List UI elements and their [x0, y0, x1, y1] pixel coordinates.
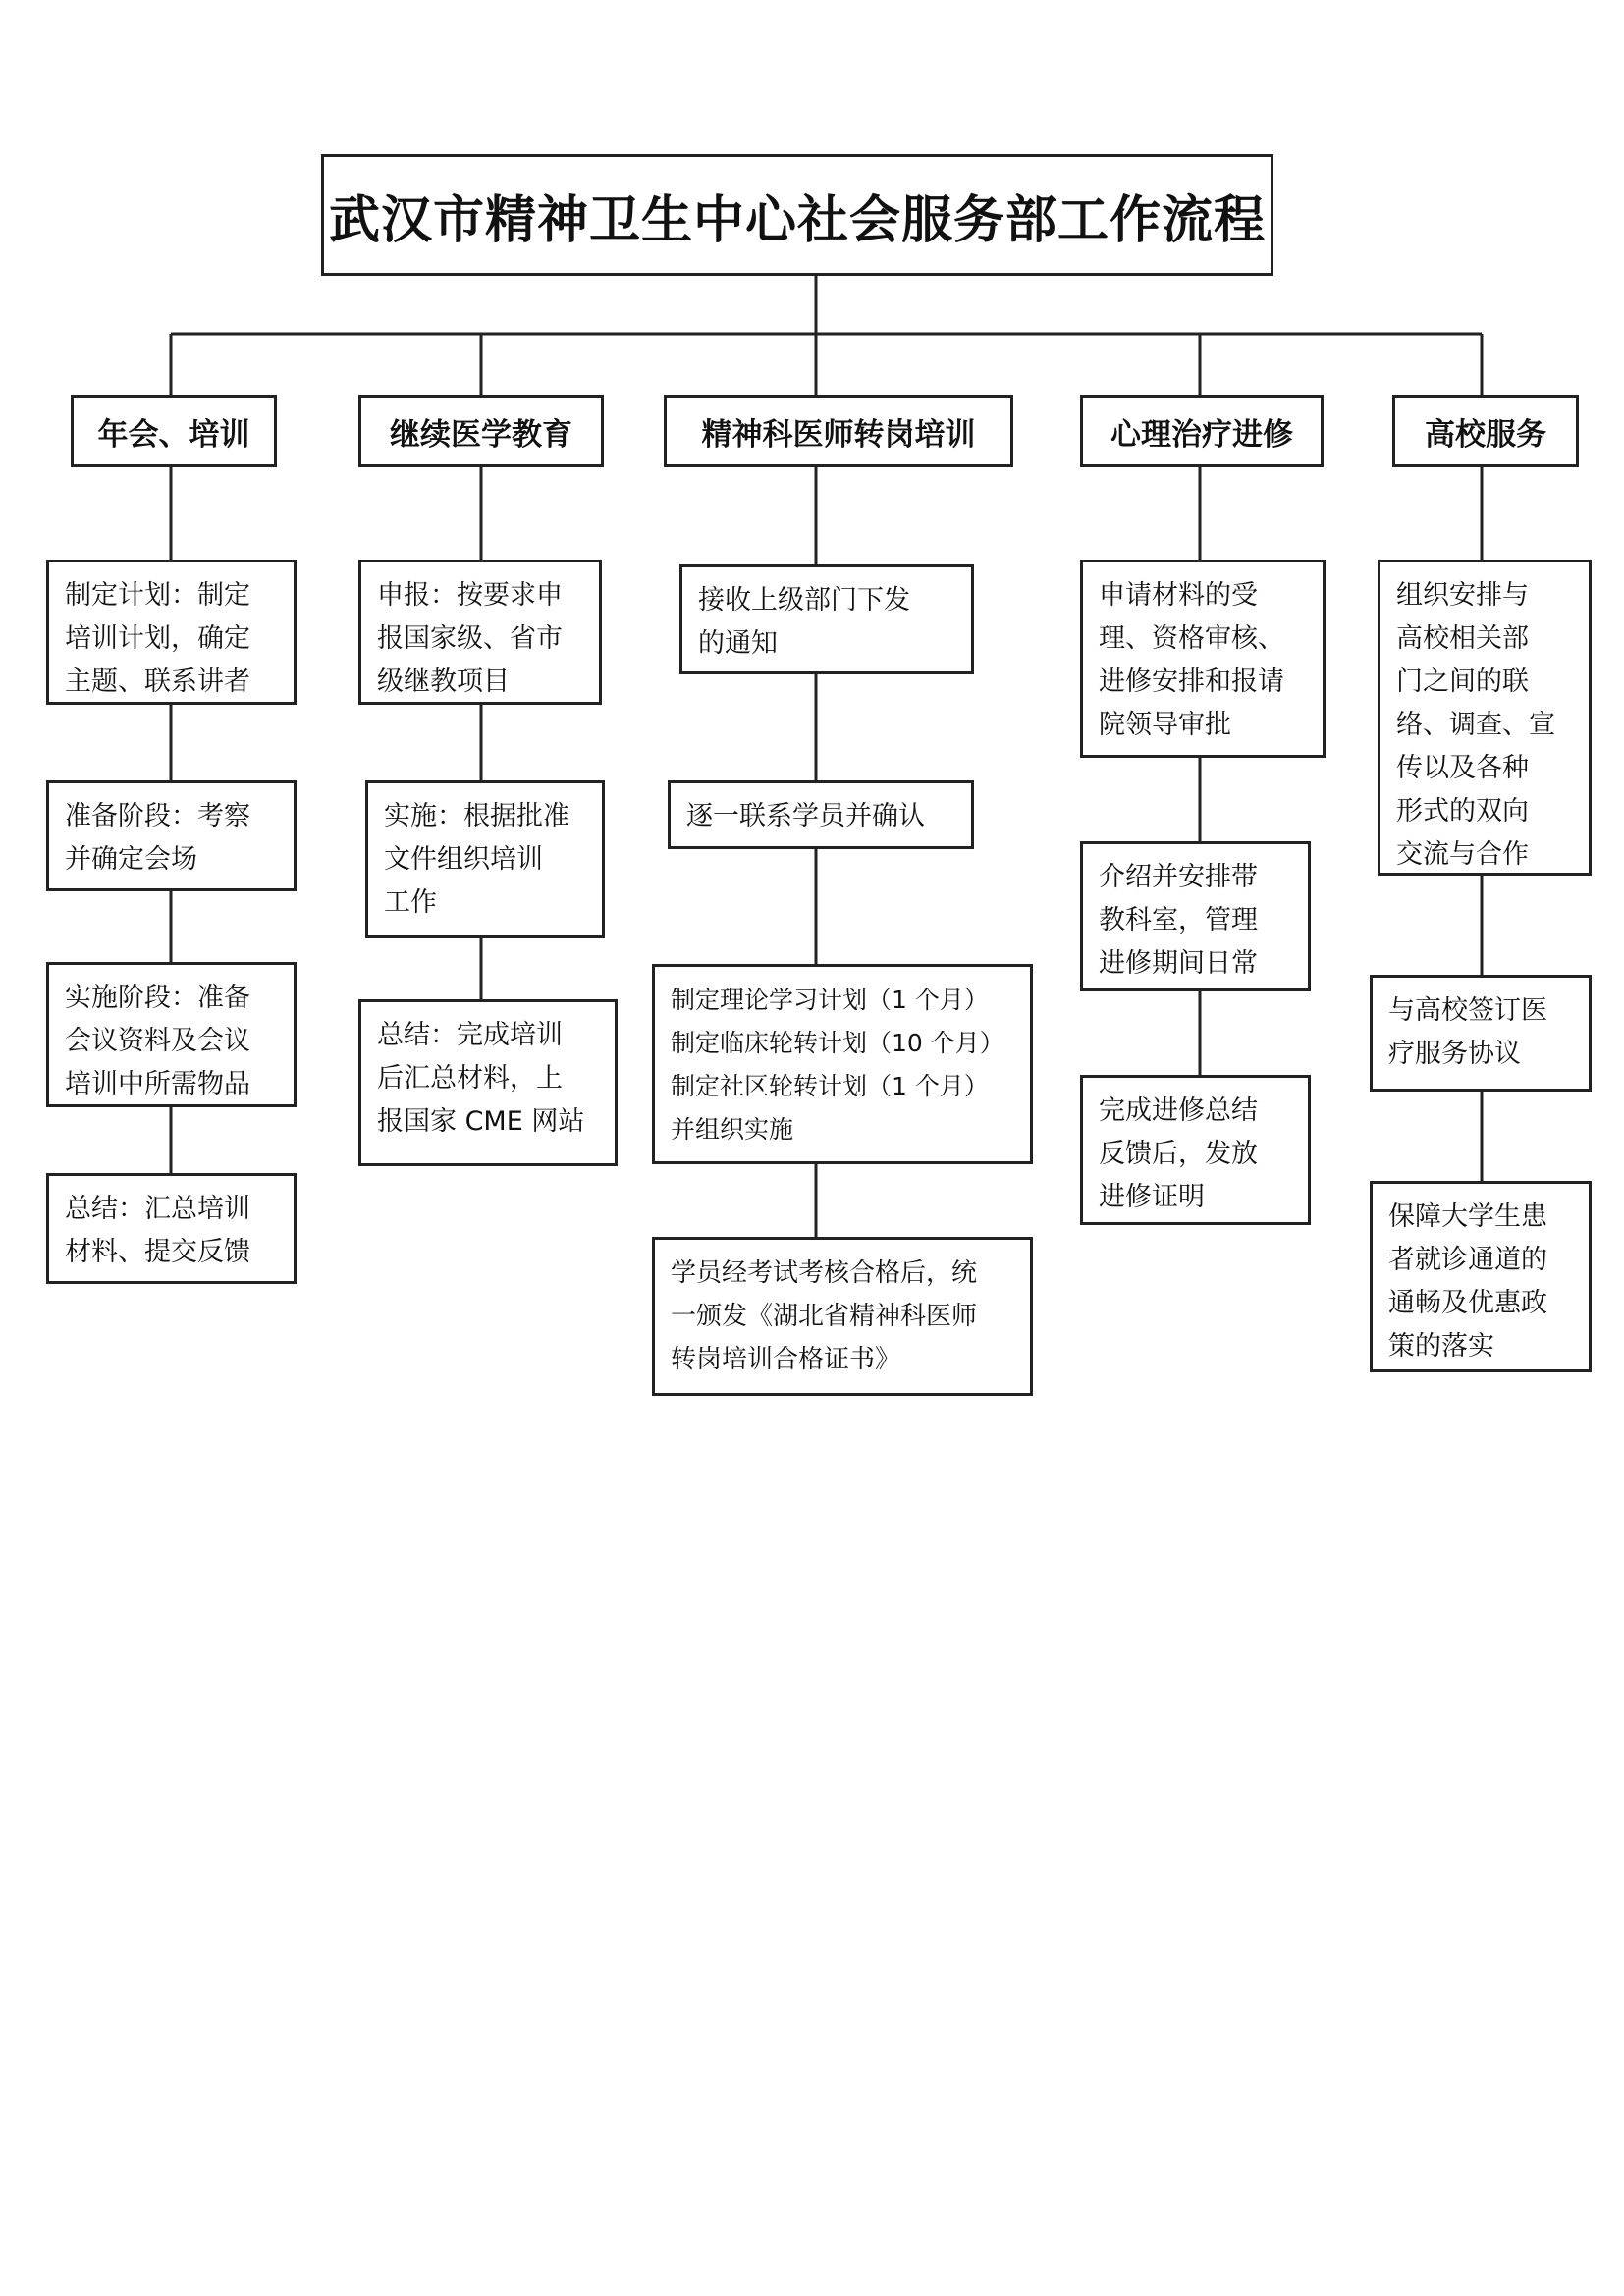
step-line: 实施阶段：准备 [65, 983, 250, 1013]
step-line: 逐一联系学员并确认 [686, 801, 925, 831]
col5-step-sign-agreement [1370, 975, 1592, 1092]
step-line: 制定计划：制定 [65, 580, 250, 611]
step-line: 制定临床轮转计划（10 个月） [671, 1029, 1004, 1057]
heading-continuing-medical-education: 继续医学教育 [358, 395, 604, 467]
col3-step-contact-trainees [668, 780, 974, 849]
step-line: 材料、提交反馈 [65, 1237, 250, 1267]
step-line: 会议资料及会议 [65, 1026, 250, 1056]
step-line: 进修期间日常 [1099, 948, 1258, 979]
step-line: 与高校签订医 [1388, 995, 1547, 1026]
step-line: 传以及各种 [1396, 753, 1529, 783]
step-line: 进修安排和报请 [1099, 667, 1284, 697]
step-line: 门之间的联 [1396, 667, 1529, 697]
heading-annual-meeting-training: 年会、培训 [71, 395, 277, 467]
step-line: 介绍并安排带 [1099, 862, 1258, 892]
step-line: 学员经考试考核合格后，统 [671, 1258, 978, 1288]
col2-step-apply [358, 560, 602, 705]
step-line: 交流与合作 [1396, 839, 1529, 870]
col2-step-implement [365, 780, 605, 938]
col4-step-review-application [1080, 560, 1326, 758]
step-line: 实施：根据批准 [384, 801, 569, 831]
step-line: 培训计划，确定 [65, 623, 250, 654]
step-line: 并确定会场 [65, 844, 197, 875]
step-line: 文件组织培训 [384, 844, 543, 875]
step-line: 的通知 [698, 628, 778, 659]
step-line: 形式的双向 [1396, 796, 1529, 827]
step-line: 报国家级、省市 [377, 623, 563, 654]
step-line: 级继教项目 [377, 667, 510, 697]
step-line: 总结：汇总培训 [65, 1194, 250, 1224]
step-line: 工作 [384, 887, 437, 918]
step-line: 完成进修总结 [1099, 1095, 1258, 1126]
col3-step-certificate [652, 1237, 1033, 1396]
step-line: 进修证明 [1099, 1182, 1205, 1212]
step-line: 组织安排与 [1396, 580, 1529, 611]
heading-psychiatrist-transfer-training: 精神科医师转岗培训 [664, 395, 1013, 467]
step-line: 院领导审批 [1099, 710, 1231, 740]
col1-step-implement [46, 962, 297, 1107]
step-line: 保障大学生患 [1388, 1201, 1547, 1232]
col5-step-liaison [1378, 560, 1592, 876]
col2-step-summary [358, 999, 618, 1166]
step-line: 策的落实 [1388, 1331, 1494, 1362]
step-line: 申请材料的受 [1099, 580, 1258, 611]
page-title: 武汉市精神卫生中心社会服务部工作流程 [321, 154, 1273, 276]
step-line: 理、资格审核、 [1099, 623, 1284, 654]
step-line: 通畅及优惠政 [1388, 1288, 1547, 1318]
col1-step-prepare [46, 780, 297, 891]
step-line: 制定社区轮转计划（1 个月） [671, 1072, 989, 1100]
step-line: 申报：按要求申 [377, 580, 563, 611]
step-line: 报国家 CME 网站 [377, 1106, 585, 1137]
col4-step-arrange-department [1080, 841, 1311, 991]
heading-psychotherapy-advanced-study: 心理治疗进修 [1080, 395, 1324, 467]
step-line: 培训中所需物品 [65, 1069, 250, 1099]
step-line: 一颁发《湖北省精神科医师 [671, 1302, 978, 1331]
col5-step-ensure-access [1370, 1181, 1592, 1372]
step-line: 并组织实施 [671, 1115, 794, 1144]
step-line: 者就诊通道的 [1388, 1245, 1547, 1275]
step-line: 总结：完成培训 [377, 1020, 563, 1050]
step-line: 疗服务协议 [1388, 1039, 1521, 1069]
step-line: 制定理论学习计划（1 个月） [671, 986, 989, 1014]
col3-step-receive-notice [679, 564, 974, 674]
step-line: 反馈后，发放 [1099, 1139, 1258, 1169]
col4-step-issue-certificate [1080, 1075, 1311, 1225]
step-line: 主题、联系讲者 [65, 667, 250, 697]
step-line: 高校相关部 [1396, 623, 1529, 654]
step-line: 教科室，管理 [1099, 905, 1258, 935]
step-line: 络、调查、宣 [1396, 710, 1555, 740]
step-line: 接收上级部门下发 [698, 585, 910, 615]
step-line: 后汇总材料，上 [377, 1063, 563, 1094]
step-line: 准备阶段：考察 [65, 801, 250, 831]
heading-university-service: 高校服务 [1392, 395, 1579, 467]
col3-step-make-plans [652, 964, 1033, 1164]
col1-step-plan [46, 560, 297, 705]
col1-step-summary [46, 1173, 297, 1284]
step-line: 转岗培训合格证书》 [671, 1345, 901, 1374]
